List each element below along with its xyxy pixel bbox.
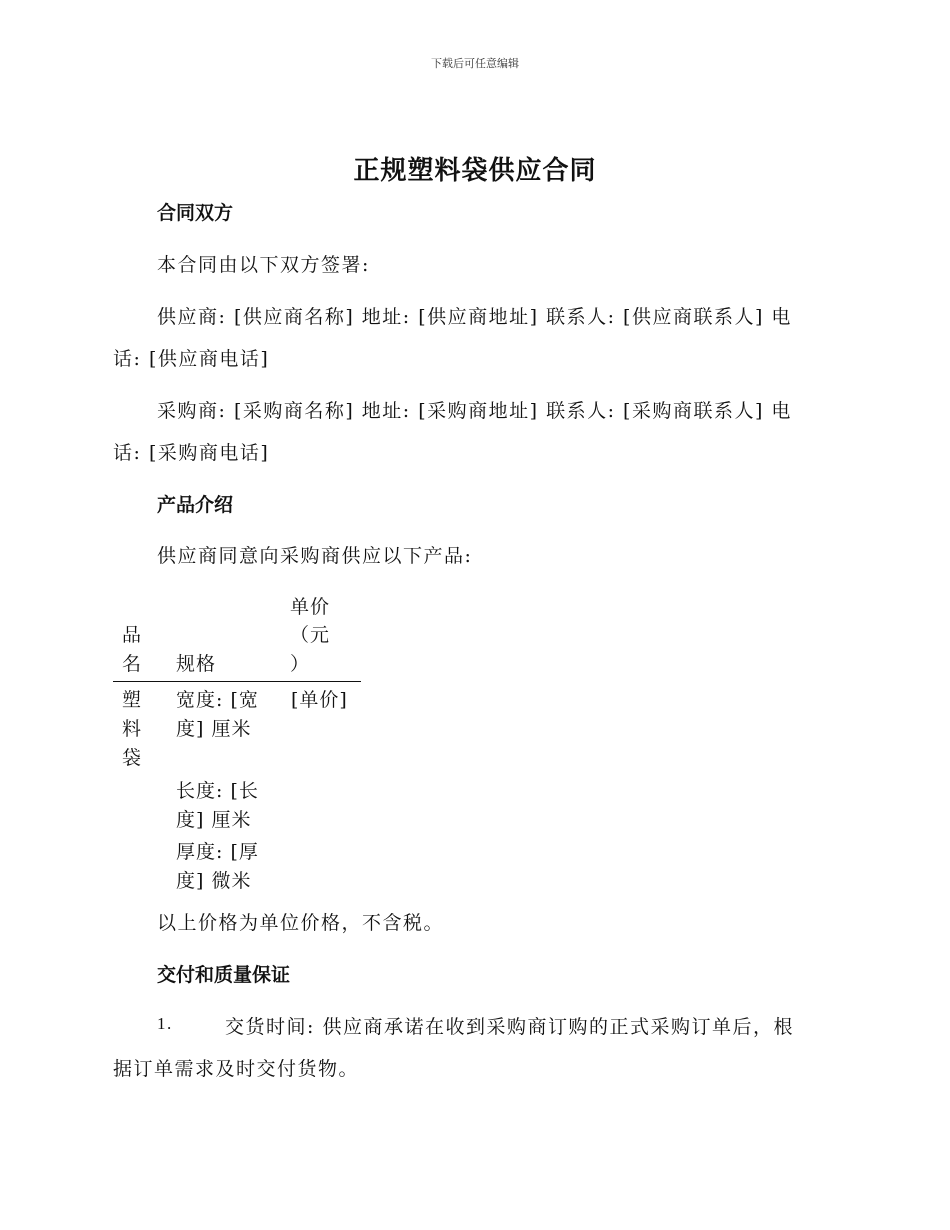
- product-intro: 供应商同意向采购商供应以下产品:: [157, 545, 473, 567]
- header-price-line-2: （元: [290, 624, 331, 646]
- buyer-line-1: 采购商: [采购商名称] 地址: [采购商地址] 联系人: [采购商联系人] 电: [157, 400, 792, 422]
- row-name-line-1: 塑: [122, 689, 143, 711]
- heading-product: 产品介绍: [157, 494, 234, 516]
- item-1-line-1: 交货时间: 供应商承诺在收到采购商订购的正式采购订单后，根: [225, 1016, 794, 1038]
- row-name-line-2: 料: [122, 718, 143, 740]
- header-name-line-1: 品: [122, 624, 143, 646]
- parties-intro: 本合同由以下双方签署:: [157, 254, 370, 276]
- header-name-line-2: 名: [122, 653, 143, 675]
- spec-thickness-line-1: 厚度: [厚: [176, 841, 259, 863]
- heading-parties: 合同双方: [157, 202, 234, 224]
- supplier-line-1: 供应商: [供应商名称] 地址: [供应商地址] 联系人: [供应商联系人] 电: [157, 306, 792, 328]
- heading-delivery: 交付和质量保证: [157, 964, 291, 986]
- spec-width-line-1: 宽度: [宽: [176, 689, 259, 711]
- buyer-line-2: 话: [采购商电话]: [113, 442, 270, 464]
- item-1-number: 1.: [157, 1014, 173, 1033]
- page-title: 正规塑料袋供应合同: [353, 156, 597, 186]
- header-note: 下载后可任意编辑: [431, 57, 519, 70]
- row-price: [单价]: [291, 689, 348, 711]
- spec-thickness-line-2: 度] 微米: [176, 870, 252, 892]
- spec-length-line-2: 度] 厘米: [176, 809, 252, 831]
- price-note: 以上价格为单位价格，不含税。: [157, 912, 445, 934]
- header-spec: 规格: [176, 653, 217, 675]
- header-price-line-3: ）: [290, 653, 311, 675]
- row-name-line-3: 袋: [122, 747, 143, 769]
- header-price-line-1: 单价: [290, 596, 331, 618]
- item-1-line-2: 据订单需求及时交付货物。: [113, 1058, 360, 1080]
- supplier-line-2: 话: [供应商电话]: [113, 348, 270, 370]
- spec-length-line-1: 长度: [长: [176, 780, 259, 802]
- spec-width-line-2: 度] 厘米: [176, 718, 252, 740]
- table-header-rule: [113, 681, 361, 682]
